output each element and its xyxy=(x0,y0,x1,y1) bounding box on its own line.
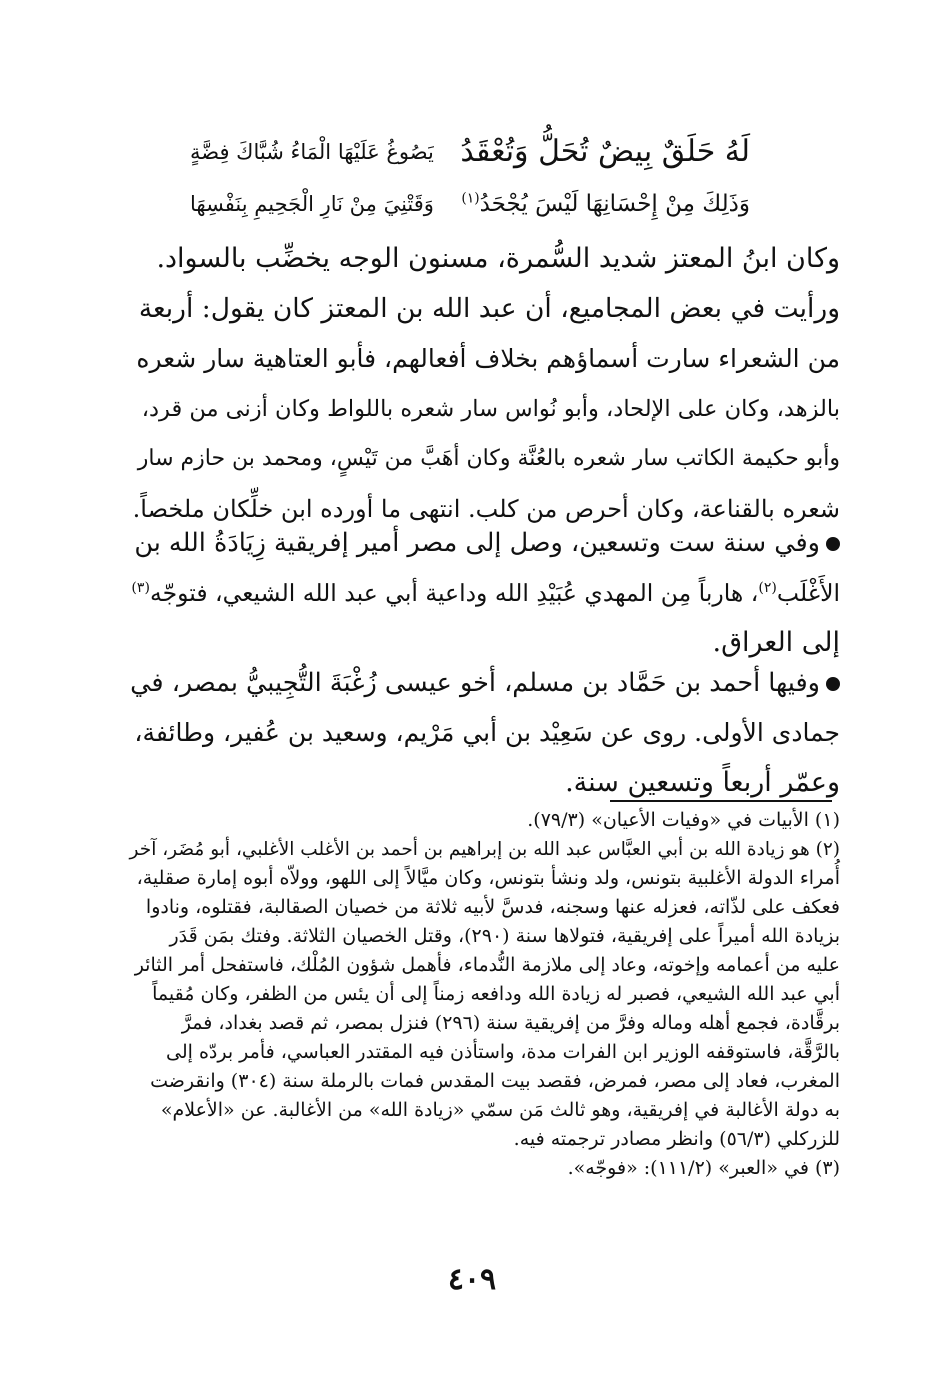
footnote-line: (٣) في «العبر» (١١١/٢): «فوجّه». xyxy=(567,1157,840,1179)
footnote-line: عليه من أعمامه وإخوته، وعاد إلى ملازمة النُّدماء، فأهمل شؤون المُلْك، فاستفحل أمر الثائر xyxy=(134,954,840,976)
bullet-icon xyxy=(826,677,840,691)
footnote-ref-2: (٢) xyxy=(758,580,777,597)
text-line: شعره بالقناعة، وكان أحرص من كلب. انتهى ما أورده ابن خلِّكان ملخصاً. xyxy=(132,495,840,523)
footnote-divider xyxy=(610,800,832,802)
bullet-icon xyxy=(826,537,840,551)
page-number: ٤٠٩ xyxy=(447,1262,497,1297)
text-line: ورأيت في بعض المجاميع، أن عبد الله بن المعتز كان يقول: أربعة xyxy=(138,293,840,324)
footnote-line: المغرب، فعاد إلى مصر، فمرض، فقصد بيت المقدس فمات بالرملة سنة (٣٠٤) وانقرضت xyxy=(150,1070,840,1092)
footnote-line: بزيادة الله أميراً على إفريقية، فتولاها سنة (٢٩٠)، وقتل الخصيان الثلاثة. وفتك بمَن قَدَر xyxy=(169,925,840,947)
footnote-line: فعكف على لذّاته، فعزله عنها وسجنه، فدسَّ لأبيه ثلاثة من خصيان الصقالبة، فقتلوه، ونادوا xyxy=(145,896,840,918)
text-segment: الأَغْلَب xyxy=(776,579,840,607)
paragraph-year-96 xyxy=(128,518,840,668)
footnote-line: (٢) هو زيادة الله بن أبي العبَّاس عبد الله بن إبراهيم بن أحمد بن الأغلب الأغلبي، أبو مُضَر، آخر xyxy=(129,839,840,860)
text-line: من الشعراء سارت أسماؤهم بخلاف أفعالهم، فأبو العتاهية سار شعره xyxy=(136,344,840,373)
verse-line-1 xyxy=(190,128,750,176)
verse-1-second-hemistich: يَصُوغُ عَلَيْهَا الْمَاءُ شُبَّاكَ فِضَّةٍ xyxy=(190,140,434,164)
text-line: بالزهد، وكان على الإلحاد، وأبو نُواس سار شعره باللواط وكان أزنى من قرد، xyxy=(141,396,840,422)
paragraph-four-poets xyxy=(128,284,840,534)
text-line-content: وفي سنة ست وتسعين، وصل إلى مصر أمير إفريقية زِيَادَةُ الله بن xyxy=(134,528,820,558)
footnote-line: أبي عبد الله الشيعي، فصبر له زيادة الله ودافعه زمناً إلى أن يئس من الظفر، وكان مُقيماً xyxy=(152,983,840,1005)
footnote-line: به دولة الأغالبة في إفريقية، وهو ثالث مَن سمّي «زيادة الله» من الأغالبة. عن «الأعلام» xyxy=(160,1099,840,1121)
footnote-line: للزركلي (٥٦/٣) وانظر مصادر ترجمته فيه. xyxy=(513,1128,840,1150)
footnote-line: (١) الأبيات في «وفيات الأعيان» (٧٩/٣). xyxy=(527,809,840,831)
footnote-ref-3: (٣) xyxy=(131,580,150,597)
text-line xyxy=(128,568,840,618)
text-line-content: وفيها أحمد بن حَمَّاد بن مسلم، أخو عيسى زُغْبَةَ التُّجِيبيُّ بمصر، في xyxy=(130,668,820,698)
footnote-line: برقَّادة، فجمع أهله وماله وفرَّ من إفريقية سنة (٢٩٦) فنزل بمصر، ثم قصد بغداد، فمرَّ xyxy=(181,1012,840,1034)
text-line xyxy=(128,658,840,708)
text-line: وعمّر أربعاً وتسعين سنة. xyxy=(565,767,840,798)
paragraph-ahmad-ibn-hammad xyxy=(128,658,840,808)
text-line: جمادى الأولى. روى عن سَعِيْد بن أبي مَرْيم، وسعيد بن عُفير، وطائفة، xyxy=(134,718,840,747)
footnote-line: أُمراء الدولة الأغلبية بتونس، ولد ونشأ بتونس، وكان ميَّالاً إلى اللهو، وولاّه أبوه إمارة صقلية، xyxy=(136,867,840,889)
verse-2-first-hemistich xyxy=(460,180,750,228)
text-line xyxy=(128,518,840,568)
footnote-ref-1: (١) xyxy=(461,190,480,207)
text-line: وأبو حكيمة الكاتب سار شعره بالعُنَّة وكان أهَبَّ من تَيْسٍ، ومحمد بن حازم سار xyxy=(137,446,840,471)
text-segment: ، هارباً مِن المهدي عُبَيْدِ الله وداعية أبي عبد الله الشيعي، فتوجّه xyxy=(149,579,759,607)
verse-2-second-hemistich: وَقَتْنِيَ مِنْ نَارِ الْجَحِيمِ بِنَفْسِهَا xyxy=(190,192,434,216)
verse-1-first-hemistich: لَهُ حَلَقٌ بِيضٌ تُحَلُّ وَتُعْقَدُ xyxy=(460,134,750,169)
verse-2-first-text: وَذَلِكَ مِنْ إِحْسَانِهَا لَيْسَ يُجْحَدُ xyxy=(479,191,750,217)
text-line: إلى العراق. xyxy=(712,627,840,658)
footnotes xyxy=(128,806,840,1183)
footnote-line: بالرَّقَّة، فاستوقفه الوزير ابن الفرات مدة، واستأذن فيه المقتدر العباسي، فأمر بردّه إلى xyxy=(166,1041,840,1063)
text-line: وكان ابنُ المعتز شديد السُّمرة، مسنون الوجه يخضِّب بالسواد. xyxy=(156,243,840,274)
paragraph-ibn-mutazz-description xyxy=(128,234,840,284)
verse-line-2 xyxy=(190,180,750,228)
